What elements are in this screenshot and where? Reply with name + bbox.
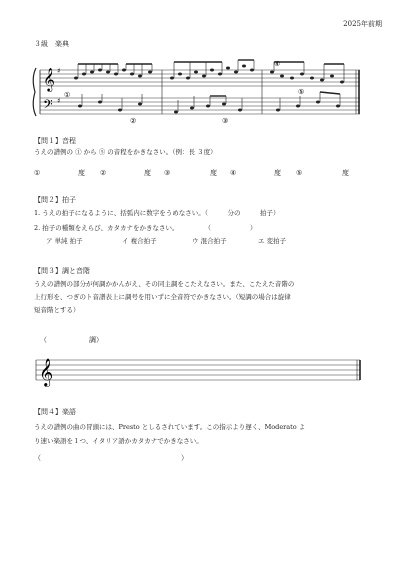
q2-item2: 2. 拍子の種類をえらび、カタカナをかきなさい。 （ ） <box>34 224 257 232</box>
q4-title: 【問４】楽語 <box>34 408 76 416</box>
marker-2: ② <box>130 117 137 125</box>
q4-line2: り速い楽語を１つ、イタリア語かカタカナでかきなさい。 <box>34 437 203 445</box>
q3-line1: うえの譜例の部分が何調かかんがえ、その同主調をこたえなさい。また、こたえた音階の <box>34 280 295 288</box>
q1-instruction: うえの譜例の ① から ⑤ の音程をかきなさい。（例：長 ３度） <box>34 148 217 156</box>
term-label: 2025年前期 <box>343 20 382 28</box>
marker-3: ③ <box>222 117 229 125</box>
label-4: 度 <box>274 169 281 177</box>
label-3: 度 <box>210 169 217 177</box>
treble-clef-icon: 𝄞 <box>39 358 54 386</box>
score-excerpt <box>30 56 370 128</box>
q3-line2: 上行形を、つぎのト音譜表上に調号を用いずに全音符でかきなさい。（短調の場合は旋律 <box>34 293 291 301</box>
label-5: 度 <box>342 169 349 177</box>
marker-5: ⑤ <box>298 88 305 96</box>
q2-title: 【問２】拍子 <box>34 196 76 204</box>
level-title: ３級 楽典 <box>34 40 69 48</box>
marker-1: ① <box>64 91 71 99</box>
interval-answer-row <box>34 169 364 179</box>
q4-line1: うえの譜例の曲の冒頭には、Presto としるされています。この指示より遅く、Moderato よ <box>34 423 306 431</box>
circle-3: ③ <box>164 169 171 177</box>
option-u: ウ 混合拍子 <box>192 237 227 245</box>
key-answer-blank: （ 調） <box>40 336 103 344</box>
marker-4: ④ <box>274 60 281 68</box>
label-1: 度 <box>78 169 85 177</box>
bass-staff <box>40 98 360 114</box>
q2-options <box>46 237 366 247</box>
answer-staff <box>34 352 364 388</box>
q3-line3: 短音階とする） <box>34 306 80 314</box>
option-i: イ 複合拍子 <box>122 237 157 245</box>
term-answer-blank: （ ） <box>34 454 188 462</box>
option-e: エ 変拍子 <box>258 237 287 245</box>
sharp-icon: ♯ <box>57 67 61 75</box>
circle-5: ⑤ <box>296 169 303 177</box>
circle-4: ④ <box>230 169 237 177</box>
q1-title: 【問１】音程 <box>34 137 76 145</box>
option-a: ア 単純 拍子 <box>46 237 83 245</box>
q3-title: 【問３】調と音階 <box>34 267 90 275</box>
treble-notes <box>74 60 344 84</box>
circle-2: ② <box>100 169 107 177</box>
label-2: 度 <box>144 169 151 177</box>
circle-1: ① <box>34 169 41 177</box>
brace-icon <box>33 68 36 116</box>
q2-item1: 1. うえの拍子になるように、括弧内に数字をうめなさい。（ 分の 拍子） <box>34 209 280 217</box>
sharp-icon: ♯ <box>57 97 61 105</box>
bass-clef-icon: 𝄢 <box>43 97 53 115</box>
treble-clef-icon: 𝄞 <box>43 67 55 91</box>
